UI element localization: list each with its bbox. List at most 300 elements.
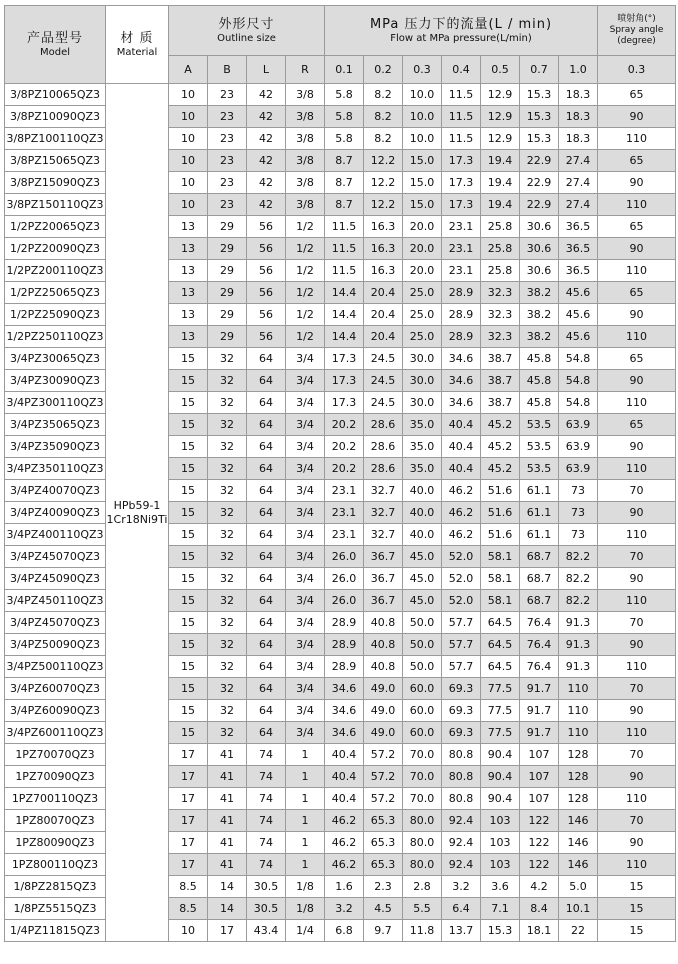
value-cell: 35.0 <box>403 414 442 436</box>
value-cell: 32 <box>208 546 247 568</box>
model-cell: 3/4PZ40090QZ3 <box>5 502 106 524</box>
value-cell: 76.4 <box>520 612 559 634</box>
value-cell: 26.0 <box>325 568 364 590</box>
value-cell: 23.1 <box>325 480 364 502</box>
value-cell: 2.8 <box>403 876 442 898</box>
model-cell: 1/2PZ200110QZ3 <box>5 260 106 282</box>
value-cell: 40.8 <box>364 612 403 634</box>
header-spray-cn: 喷射角(°) <box>617 14 656 24</box>
value-cell: 45.8 <box>520 392 559 414</box>
pressure-header: 1.0 <box>559 56 598 84</box>
value-cell: 8.5 <box>169 898 208 920</box>
header-spray-en: Spray angle <box>609 25 664 35</box>
value-cell: 90 <box>598 304 676 326</box>
value-cell: 8.7 <box>325 172 364 194</box>
table-row <box>5 612 676 634</box>
value-cell: 3.2 <box>442 876 481 898</box>
value-cell: 19.4 <box>481 150 520 172</box>
header-flow <box>325 6 598 56</box>
model-cell: 3/4PZ30065QZ3 <box>5 348 106 370</box>
value-cell: 12.9 <box>481 84 520 106</box>
model-cell: 3/4PZ60070QZ3 <box>5 678 106 700</box>
value-cell: 13 <box>169 326 208 348</box>
value-cell: 58.1 <box>481 546 520 568</box>
value-cell: 51.6 <box>481 502 520 524</box>
value-cell: 29 <box>208 238 247 260</box>
value-cell: 61.1 <box>520 502 559 524</box>
value-cell: 24.5 <box>364 370 403 392</box>
value-cell: 4.2 <box>520 876 559 898</box>
value-cell: 1/2 <box>286 282 325 304</box>
value-cell: 40.8 <box>364 634 403 656</box>
value-cell: 32.3 <box>481 282 520 304</box>
value-cell: 90.4 <box>481 766 520 788</box>
value-cell: 28.6 <box>364 414 403 436</box>
value-cell: 32 <box>208 634 247 656</box>
value-cell: 56 <box>247 282 286 304</box>
value-cell: 3/4 <box>286 480 325 502</box>
value-cell: 45.8 <box>520 370 559 392</box>
value-cell: 91.7 <box>520 700 559 722</box>
value-cell: 3/4 <box>286 502 325 524</box>
table-row <box>5 502 676 524</box>
value-cell: 17 <box>208 920 247 942</box>
value-cell: 1/2 <box>286 260 325 282</box>
value-cell: 103 <box>481 854 520 876</box>
value-cell: 34.6 <box>325 722 364 744</box>
value-cell: 10.0 <box>403 106 442 128</box>
spray-pressure-header: 0.3 <box>598 56 676 84</box>
value-cell: 8.2 <box>364 128 403 150</box>
header-model-cn: 产品型号 <box>26 30 83 46</box>
value-cell: 15 <box>169 612 208 634</box>
value-cell: 15 <box>169 392 208 414</box>
value-cell: 14.4 <box>325 282 364 304</box>
value-cell: 70 <box>598 810 676 832</box>
value-cell: 80.0 <box>403 854 442 876</box>
model-cell: 1/8PZ5515QZ3 <box>5 898 106 920</box>
value-cell: 146 <box>559 832 598 854</box>
value-cell: 70 <box>598 678 676 700</box>
value-cell: 68.7 <box>520 568 559 590</box>
value-cell: 30.0 <box>403 392 442 414</box>
value-cell: 32 <box>208 348 247 370</box>
header-outline-size <box>169 6 325 56</box>
value-cell: 15 <box>169 546 208 568</box>
value-cell: 110 <box>598 260 676 282</box>
value-cell: 14 <box>208 876 247 898</box>
value-cell: 36.7 <box>364 546 403 568</box>
value-cell: 90 <box>598 766 676 788</box>
value-cell: 1.6 <box>325 876 364 898</box>
value-cell: 49.0 <box>364 700 403 722</box>
value-cell: 20.2 <box>325 458 364 480</box>
value-cell: 8.4 <box>520 898 559 920</box>
value-cell: 49.0 <box>364 722 403 744</box>
value-cell: 3.6 <box>481 876 520 898</box>
value-cell: 77.5 <box>481 678 520 700</box>
value-cell: 15 <box>169 458 208 480</box>
value-cell: 36.7 <box>364 590 403 612</box>
table-row <box>5 172 676 194</box>
value-cell: 25.0 <box>403 304 442 326</box>
table-row <box>5 304 676 326</box>
value-cell: 64 <box>247 656 286 678</box>
value-cell: 70.0 <box>403 788 442 810</box>
value-cell: 64.5 <box>481 656 520 678</box>
value-cell: 110 <box>559 700 598 722</box>
model-cell: 1PZ70070QZ3 <box>5 744 106 766</box>
value-cell: 17 <box>169 810 208 832</box>
value-cell: 29 <box>208 282 247 304</box>
model-cell: 3/4PZ60090QZ3 <box>5 700 106 722</box>
value-cell: 50.0 <box>403 634 442 656</box>
value-cell: 54.8 <box>559 392 598 414</box>
table-row <box>5 260 676 282</box>
table-row <box>5 216 676 238</box>
table-row <box>5 436 676 458</box>
table-row <box>5 480 676 502</box>
value-cell: 146 <box>559 810 598 832</box>
header-spray-unit: (degree) <box>617 36 656 46</box>
value-cell: 64 <box>247 392 286 414</box>
model-cell: 3/8PZ10090QZ3 <box>5 106 106 128</box>
value-cell: 38.2 <box>520 304 559 326</box>
value-cell: 23 <box>208 172 247 194</box>
value-cell: 5.8 <box>325 84 364 106</box>
value-cell: 3/4 <box>286 524 325 546</box>
value-cell: 52.0 <box>442 568 481 590</box>
value-cell: 30.5 <box>247 898 286 920</box>
value-cell: 36.7 <box>364 568 403 590</box>
value-cell: 10.0 <box>403 84 442 106</box>
value-cell: 12.2 <box>364 150 403 172</box>
model-cell: 1/4PZ11815QZ3 <box>5 920 106 942</box>
model-cell: 1/2PZ250110QZ3 <box>5 326 106 348</box>
value-cell: 64.5 <box>481 612 520 634</box>
value-cell: 64 <box>247 480 286 502</box>
value-cell: 15 <box>169 348 208 370</box>
value-cell: 29 <box>208 326 247 348</box>
value-cell: 1/8 <box>286 898 325 920</box>
table-row <box>5 458 676 480</box>
header-flow-en: Flow at MPa pressure(L/min) <box>390 32 532 44</box>
model-cell: 3/4PZ450110QZ3 <box>5 590 106 612</box>
value-cell: 68.7 <box>520 546 559 568</box>
value-cell: 56 <box>247 260 286 282</box>
value-cell: 74 <box>247 810 286 832</box>
value-cell: 11.5 <box>325 260 364 282</box>
value-cell: 45.0 <box>403 568 442 590</box>
value-cell: 82.2 <box>559 590 598 612</box>
value-cell: 28.6 <box>364 458 403 480</box>
value-cell: 26.0 <box>325 546 364 568</box>
value-cell: 23 <box>208 84 247 106</box>
value-cell: 1/8 <box>286 876 325 898</box>
dim-header: L <box>247 56 286 84</box>
table-row <box>5 634 676 656</box>
value-cell: 1 <box>286 788 325 810</box>
value-cell: 64.5 <box>481 634 520 656</box>
table-row <box>5 876 676 898</box>
value-cell: 40.4 <box>442 458 481 480</box>
value-cell: 80.0 <box>403 832 442 854</box>
value-cell: 38.7 <box>481 348 520 370</box>
value-cell: 64 <box>247 502 286 524</box>
value-cell: 3/4 <box>286 348 325 370</box>
model-cell: 1PZ800110QZ3 <box>5 854 106 876</box>
table-row <box>5 722 676 744</box>
material-cell <box>106 84 169 942</box>
table-row <box>5 84 676 106</box>
value-cell: 49.0 <box>364 678 403 700</box>
value-cell: 30.6 <box>520 238 559 260</box>
value-cell: 34.6 <box>442 348 481 370</box>
value-cell: 40.4 <box>325 766 364 788</box>
table-row <box>5 788 676 810</box>
value-cell: 29 <box>208 304 247 326</box>
value-cell: 70.0 <box>403 744 442 766</box>
value-cell: 28.9 <box>325 612 364 634</box>
value-cell: 23.1 <box>325 524 364 546</box>
model-cell: 3/4PZ400110QZ3 <box>5 524 106 546</box>
value-cell: 42 <box>247 172 286 194</box>
value-cell: 60.0 <box>403 722 442 744</box>
value-cell: 29 <box>208 216 247 238</box>
value-cell: 3/4 <box>286 458 325 480</box>
value-cell: 110 <box>598 326 676 348</box>
value-cell: 15.3 <box>520 128 559 150</box>
value-cell: 146 <box>559 854 598 876</box>
table-row <box>5 370 676 392</box>
value-cell: 3/4 <box>286 370 325 392</box>
model-cell: 3/4PZ40070QZ3 <box>5 480 106 502</box>
value-cell: 1 <box>286 832 325 854</box>
value-cell: 128 <box>559 788 598 810</box>
value-cell: 28.9 <box>442 304 481 326</box>
value-cell: 42 <box>247 194 286 216</box>
table-row <box>5 854 676 876</box>
value-cell: 45.6 <box>559 282 598 304</box>
value-cell: 1 <box>286 854 325 876</box>
model-cell: 3/4PZ45070QZ3 <box>5 612 106 634</box>
value-cell: 28.6 <box>364 436 403 458</box>
value-cell: 64 <box>247 546 286 568</box>
value-cell: 23 <box>208 106 247 128</box>
value-cell: 41 <box>208 854 247 876</box>
value-cell: 41 <box>208 832 247 854</box>
value-cell: 3/4 <box>286 392 325 414</box>
value-cell: 22 <box>559 920 598 942</box>
model-cell: 1/2PZ25065QZ3 <box>5 282 106 304</box>
value-cell: 9.7 <box>364 920 403 942</box>
value-cell: 38.2 <box>520 326 559 348</box>
value-cell: 91.3 <box>559 656 598 678</box>
table-row <box>5 128 676 150</box>
value-cell: 3/4 <box>286 590 325 612</box>
value-cell: 11.5 <box>442 84 481 106</box>
table-row <box>5 392 676 414</box>
value-cell: 32 <box>208 458 247 480</box>
value-cell: 20.2 <box>325 414 364 436</box>
value-cell: 51.6 <box>481 524 520 546</box>
value-cell: 12.9 <box>481 106 520 128</box>
value-cell: 107 <box>520 744 559 766</box>
value-cell: 40.8 <box>364 656 403 678</box>
value-cell: 92.4 <box>442 854 481 876</box>
material-line-1: HPb59-1 <box>113 498 161 512</box>
value-cell: 42 <box>247 106 286 128</box>
value-cell: 91.7 <box>520 722 559 744</box>
value-cell: 1 <box>286 810 325 832</box>
value-cell: 3/4 <box>286 568 325 590</box>
value-cell: 76.4 <box>520 634 559 656</box>
value-cell: 3/4 <box>286 436 325 458</box>
value-cell: 15 <box>169 502 208 524</box>
value-cell: 42 <box>247 128 286 150</box>
value-cell: 5.0 <box>559 876 598 898</box>
value-cell: 17.3 <box>325 348 364 370</box>
value-cell: 17 <box>169 832 208 854</box>
value-cell: 25.8 <box>481 216 520 238</box>
value-cell: 15 <box>598 920 676 942</box>
value-cell: 46.2 <box>325 810 364 832</box>
value-cell: 45.6 <box>559 304 598 326</box>
value-cell: 57.2 <box>364 766 403 788</box>
value-cell: 57.7 <box>442 656 481 678</box>
value-cell: 17.3 <box>442 172 481 194</box>
value-cell: 13 <box>169 238 208 260</box>
value-cell: 15 <box>169 436 208 458</box>
value-cell: 56 <box>247 238 286 260</box>
value-cell: 52.0 <box>442 546 481 568</box>
value-cell: 128 <box>559 744 598 766</box>
value-cell: 82.2 <box>559 568 598 590</box>
table-row <box>5 810 676 832</box>
value-cell: 46.2 <box>442 480 481 502</box>
value-cell: 65 <box>598 348 676 370</box>
table-row <box>5 238 676 260</box>
model-cell: 3/4PZ35090QZ3 <box>5 436 106 458</box>
value-cell: 27.4 <box>559 150 598 172</box>
value-cell: 36.5 <box>559 238 598 260</box>
value-cell: 45.2 <box>481 414 520 436</box>
value-cell: 38.2 <box>520 282 559 304</box>
value-cell: 11.5 <box>442 106 481 128</box>
value-cell: 64 <box>247 722 286 744</box>
value-cell: 5.8 <box>325 106 364 128</box>
value-cell: 45.2 <box>481 436 520 458</box>
value-cell: 15.0 <box>403 194 442 216</box>
value-cell: 91.3 <box>559 634 598 656</box>
value-cell: 64 <box>247 458 286 480</box>
value-cell: 1 <box>286 766 325 788</box>
value-cell: 23 <box>208 194 247 216</box>
model-cell: 1/2PZ25090QZ3 <box>5 304 106 326</box>
value-cell: 61.1 <box>520 524 559 546</box>
value-cell: 65 <box>598 84 676 106</box>
nozzle-spec-table <box>4 5 676 942</box>
value-cell: 16.3 <box>364 238 403 260</box>
model-cell: 3/8PZ100110QZ3 <box>5 128 106 150</box>
pressure-header: 0.4 <box>442 56 481 84</box>
header-flow-cn: MPa 压力下的流量(L / min) <box>369 16 553 32</box>
value-cell: 8.5 <box>169 876 208 898</box>
value-cell: 64 <box>247 436 286 458</box>
value-cell: 32 <box>208 480 247 502</box>
value-cell: 22.9 <box>520 172 559 194</box>
value-cell: 26.0 <box>325 590 364 612</box>
value-cell: 40.4 <box>325 788 364 810</box>
value-cell: 50.0 <box>403 612 442 634</box>
value-cell: 32 <box>208 414 247 436</box>
value-cell: 27.4 <box>559 194 598 216</box>
value-cell: 10 <box>169 172 208 194</box>
value-cell: 110 <box>598 590 676 612</box>
value-cell: 20.4 <box>364 304 403 326</box>
value-cell: 34.6 <box>442 392 481 414</box>
value-cell: 43.4 <box>247 920 286 942</box>
header-model <box>5 6 106 84</box>
value-cell: 3/8 <box>286 106 325 128</box>
value-cell: 32 <box>208 392 247 414</box>
table-row <box>5 282 676 304</box>
value-cell: 13.7 <box>442 920 481 942</box>
value-cell: 10 <box>169 106 208 128</box>
value-cell: 69.3 <box>442 700 481 722</box>
value-cell: 80.8 <box>442 744 481 766</box>
header-spray-angle <box>598 6 676 56</box>
value-cell: 122 <box>520 810 559 832</box>
value-cell: 70 <box>598 744 676 766</box>
table-row <box>5 194 676 216</box>
value-cell: 38.7 <box>481 370 520 392</box>
value-cell: 74 <box>247 744 286 766</box>
value-cell: 11.8 <box>403 920 442 942</box>
header-material-en: Material <box>116 46 158 58</box>
value-cell: 107 <box>520 766 559 788</box>
model-cell: 3/8PZ10065QZ3 <box>5 84 106 106</box>
value-cell: 6.8 <box>325 920 364 942</box>
value-cell: 17.3 <box>325 370 364 392</box>
value-cell: 70 <box>598 480 676 502</box>
value-cell: 16.3 <box>364 216 403 238</box>
value-cell: 10 <box>169 150 208 172</box>
value-cell: 30.5 <box>247 876 286 898</box>
value-cell: 70 <box>598 612 676 634</box>
value-cell: 17.3 <box>325 392 364 414</box>
table-row <box>5 326 676 348</box>
value-cell: 122 <box>520 832 559 854</box>
value-cell: 14 <box>208 898 247 920</box>
value-cell: 32 <box>208 568 247 590</box>
value-cell: 54.8 <box>559 370 598 392</box>
value-cell: 35.0 <box>403 458 442 480</box>
value-cell: 69.3 <box>442 722 481 744</box>
value-cell: 42 <box>247 84 286 106</box>
value-cell: 3/4 <box>286 722 325 744</box>
value-cell: 15 <box>169 678 208 700</box>
value-cell: 18.1 <box>520 920 559 942</box>
value-cell: 3.2 <box>325 898 364 920</box>
value-cell: 10.1 <box>559 898 598 920</box>
value-cell: 50.0 <box>403 656 442 678</box>
value-cell: 65 <box>598 282 676 304</box>
value-cell: 58.1 <box>481 568 520 590</box>
model-cell: 3/4PZ500110QZ3 <box>5 656 106 678</box>
value-cell: 92.4 <box>442 832 481 854</box>
value-cell: 45.0 <box>403 590 442 612</box>
